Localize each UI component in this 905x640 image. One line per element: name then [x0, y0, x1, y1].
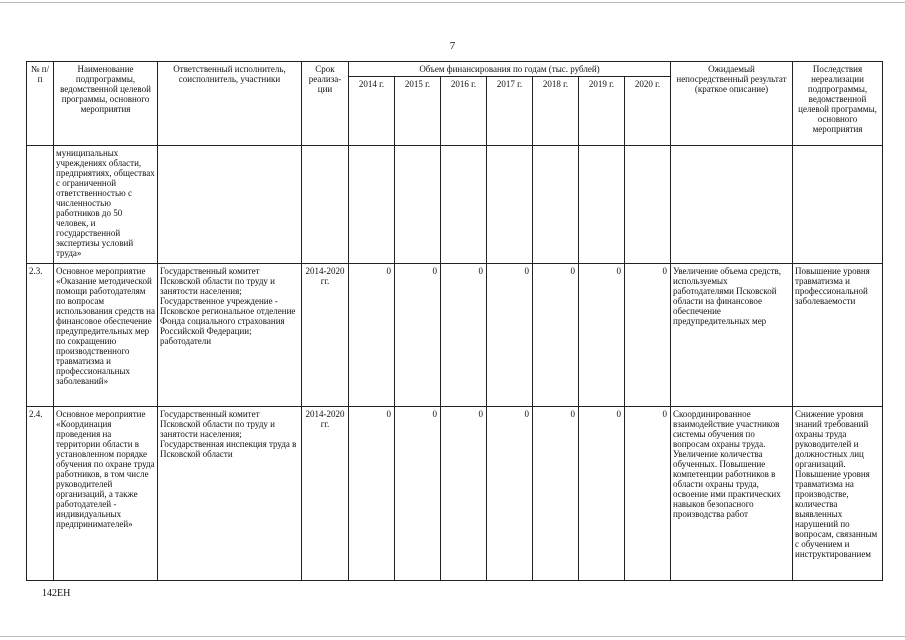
row-value [395, 146, 441, 264]
row-responsible: Государственный комитет Псковской области по труду и занятости населения; Государственная инспекция труда в Псковской области [158, 407, 302, 581]
row-value: 0 [349, 264, 395, 407]
header-year: 2015 г. [395, 77, 441, 146]
row-value: 0 [487, 264, 533, 407]
row-value [349, 146, 395, 264]
table-row [27, 264, 883, 407]
row-result: Скоординированное взаимодействие участников системы обучения по вопросам охраны труда. Увеличение количества обученных. Повышение компетенции работников в области охраны труда, освоение ими практических навыков безопасного производства работ [671, 407, 793, 581]
row-value: 0 [625, 407, 671, 581]
header-responsible: Ответственный исполнитель, соисполнитель, участники [158, 62, 302, 146]
header-year: 2016 г. [441, 77, 487, 146]
scan-edge-bottom [0, 636, 905, 637]
row-name: муниципальных учреждениях области, предприятиях, обществах с ограниченной ответственностью с численностью работников до 50 человек, и государственной экспертизы условий труда» [54, 146, 158, 264]
table-row [27, 407, 883, 581]
header-term: Срок реализа-ции [302, 62, 349, 146]
header-year: 2017 г. [487, 77, 533, 146]
row-num: 2.3. [27, 264, 54, 407]
row-consequences [793, 146, 883, 264]
row-term: 2014-2020 гг. [302, 264, 349, 407]
row-value [625, 146, 671, 264]
row-value: 0 [349, 407, 395, 581]
row-value: 0 [533, 264, 579, 407]
row-result: Увеличение объема средств, используемых работодателями Псковской области на финансовое обеспечение предупредительных мер [671, 264, 793, 407]
program-table [26, 61, 883, 581]
header-year: 2019 г. [579, 77, 625, 146]
row-value: 0 [487, 407, 533, 581]
row-result [671, 146, 793, 264]
row-value [487, 146, 533, 264]
row-value: 0 [625, 264, 671, 407]
row-value: 0 [579, 264, 625, 407]
header-name: Наименование подпрограммы, ведомственной целевой программы, основного мероприятия [54, 62, 158, 146]
row-num [27, 146, 54, 264]
row-value: 0 [579, 407, 625, 581]
row-name: Основное мероприятие «Координация проведения на территории области в установленном порядке обучения по охране труда работников, в том числе руководителей организаций, а также работодателей - индивидуальных предпринимателей» [54, 407, 158, 581]
page-number: 7 [449, 40, 456, 52]
document-code: 142ЕН [42, 588, 71, 599]
header-year: 2018 г. [533, 77, 579, 146]
row-name: Основное мероприятие «Оказание методической помощи работодателям по вопросам использования средств на финансовое обеспечение предупредительных мер по сокращению производственного травматизма и профессиональных заболеваний» [54, 264, 158, 407]
row-responsible: Государственный комитет Псковской области по труду и занятости населения; Государственное учреждение - Псковское региональное отделение Фонда социального страхования Российской Федерации; работодатели [158, 264, 302, 407]
header-consequences: Последствия нереализации подпрограммы, ведомственной целевой программы, основного мероприятия [793, 62, 883, 146]
row-consequences: Снижение уровня знаний требований охраны труда руководителей и должностных лиц организаций. Повышение уровня травматизма на производстве, количества выявленных нарушений по вопросам, связанным с обучением и инструктированием [793, 407, 883, 581]
row-value [533, 146, 579, 264]
header-year: 2020 г. [625, 77, 671, 146]
row-value [579, 146, 625, 264]
row-value [441, 146, 487, 264]
row-num: 2.4. [27, 407, 54, 581]
header-funding: Объем финансирования по годам (тыс. рублей) [349, 62, 671, 77]
row-term: 2014-2020 гг. [302, 407, 349, 581]
row-value: 0 [441, 264, 487, 407]
table-row [27, 146, 883, 264]
row-consequences: Повышение уровня травматизма и профессиональной заболеваемости [793, 264, 883, 407]
row-value: 0 [441, 407, 487, 581]
row-term [302, 146, 349, 264]
row-responsible [158, 146, 302, 264]
row-value: 0 [533, 407, 579, 581]
header-result: Ожидаемый непосредственный результат (краткое описание) [671, 62, 793, 146]
row-value: 0 [395, 264, 441, 407]
header-num: № п/п [27, 62, 54, 146]
row-value: 0 [395, 407, 441, 581]
scan-edge-top [0, 2, 905, 3]
header-year: 2014 г. [349, 77, 395, 146]
